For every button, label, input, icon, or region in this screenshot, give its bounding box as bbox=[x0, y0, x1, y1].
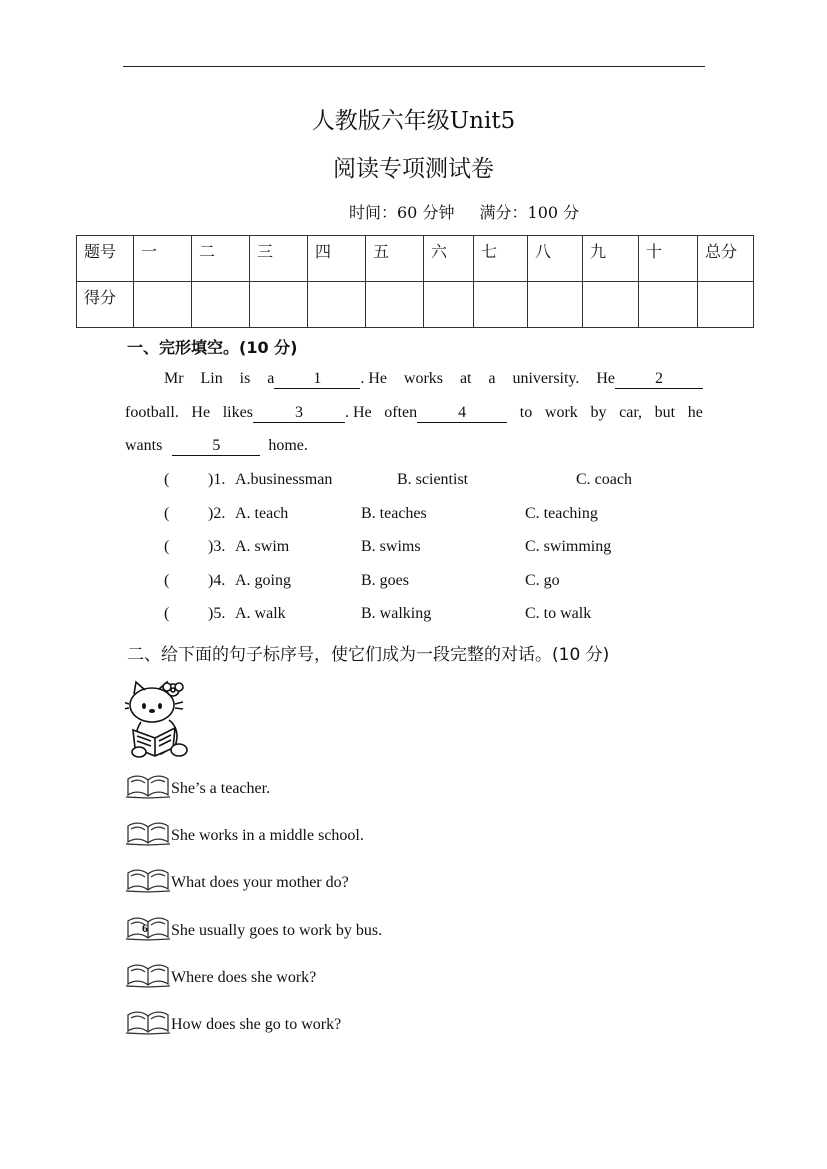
option-c: C. swimming bbox=[525, 538, 612, 555]
passage-line-1 bbox=[164, 370, 703, 389]
answer-paren[interactable]: ( bbox=[164, 538, 170, 555]
score-cell[interactable] bbox=[424, 282, 474, 328]
section2-heading: 二、给下面的句子标序号，使它们成为一段完整的对话。(10 分) bbox=[127, 645, 610, 665]
score-table-header: 十 bbox=[639, 236, 698, 282]
passage-word: a bbox=[488, 370, 496, 387]
dialog-sentence bbox=[126, 818, 364, 846]
blank-1[interactable]: 1 bbox=[274, 370, 360, 389]
passage-word: . He bbox=[344, 404, 372, 421]
passage-word: football. bbox=[125, 404, 179, 421]
answer-paren[interactable]: ( bbox=[164, 605, 170, 622]
passage-fragment bbox=[223, 404, 372, 423]
option-a: A. going bbox=[235, 572, 291, 589]
open-book-icon[interactable] bbox=[126, 773, 170, 799]
option-b: B. scientist bbox=[397, 471, 469, 488]
option-a: A. swim bbox=[235, 538, 290, 555]
passage-line-2 bbox=[125, 404, 703, 423]
question-number: )4. bbox=[208, 572, 226, 589]
option-a: A.businessman bbox=[235, 471, 333, 488]
answer-paren[interactable]: ( bbox=[164, 505, 170, 522]
passage-word: to bbox=[519, 404, 533, 421]
option-a: A. teach bbox=[235, 505, 289, 522]
question-number: )2. bbox=[208, 505, 226, 522]
passage-word: university. bbox=[512, 370, 580, 387]
score-table-header: 四 bbox=[308, 236, 366, 282]
score-cell[interactable] bbox=[474, 282, 528, 328]
passage-word: He bbox=[596, 370, 615, 387]
hello-kitty-illustration bbox=[125, 678, 189, 758]
passage-fragment bbox=[596, 370, 703, 389]
open-book-icon[interactable] bbox=[126, 1009, 170, 1035]
passage-line-3 bbox=[125, 437, 308, 456]
dialog-sentence bbox=[126, 865, 349, 893]
score-table-header: 三 bbox=[250, 236, 308, 282]
score-cell[interactable] bbox=[698, 282, 754, 328]
score-cell[interactable] bbox=[192, 282, 250, 328]
exam-full-score: 满分：100 分 bbox=[479, 203, 580, 222]
dialog-sentence-text: She’s a teacher. bbox=[171, 780, 271, 797]
dialog-sentence bbox=[126, 913, 382, 941]
exam-meta bbox=[349, 200, 579, 223]
option-b: B. swims bbox=[361, 538, 421, 555]
passage-word: he bbox=[687, 404, 703, 421]
open-book-icon[interactable] bbox=[126, 867, 170, 893]
score-table-header: 六 bbox=[424, 236, 474, 282]
option-a: A. walk bbox=[235, 605, 286, 622]
blank-5[interactable]: 5 bbox=[172, 437, 260, 456]
score-table-row-label: 得分 bbox=[77, 282, 134, 328]
passage-word: He bbox=[191, 404, 211, 421]
option-b: B. walking bbox=[361, 605, 432, 622]
dialog-sentence-text: She usually goes to work by bus. bbox=[171, 922, 383, 939]
question-number: )1. bbox=[208, 471, 226, 488]
dialog-sentence-text: How does she go to work? bbox=[171, 1016, 342, 1033]
dialog-sentence-text: She works in a middle school. bbox=[171, 827, 364, 844]
open-book-icon[interactable] bbox=[126, 962, 170, 988]
score-table-score-row bbox=[77, 282, 754, 328]
blank-4[interactable]: 4 bbox=[417, 404, 507, 423]
score-cell[interactable] bbox=[308, 282, 366, 328]
passage-word: home. bbox=[268, 437, 308, 454]
score-table bbox=[76, 235, 754, 328]
dialog-sentence bbox=[126, 1007, 341, 1035]
score-table-header: 二 bbox=[192, 236, 250, 282]
score-table-header: 七 bbox=[474, 236, 528, 282]
passage-word: by bbox=[590, 404, 607, 421]
answer-paren[interactable]: ( bbox=[164, 572, 170, 589]
score-table-header: 总分 bbox=[698, 236, 754, 282]
question-number: )3. bbox=[208, 538, 226, 555]
passage-fragment bbox=[384, 404, 507, 423]
passage-word: is bbox=[239, 370, 251, 387]
question-number: )5. bbox=[208, 605, 226, 622]
header-rule bbox=[123, 66, 705, 67]
score-cell[interactable] bbox=[639, 282, 698, 328]
passage-word: wants bbox=[125, 437, 163, 454]
blank-2[interactable]: 2 bbox=[615, 370, 703, 389]
option-c: C. coach bbox=[576, 471, 632, 488]
score-table-header-row bbox=[77, 236, 754, 282]
score-table-header: 五 bbox=[366, 236, 424, 282]
dialog-sentence bbox=[126, 960, 316, 988]
dialog-sentence bbox=[126, 771, 270, 799]
passage-word: but bbox=[654, 404, 676, 421]
blank-3[interactable]: 3 bbox=[253, 404, 345, 423]
option-c: C. go bbox=[525, 572, 560, 589]
score-table-header: 一 bbox=[134, 236, 192, 282]
open-book-icon[interactable] bbox=[126, 820, 170, 846]
score-cell[interactable] bbox=[528, 282, 583, 328]
passage-word: Mr bbox=[164, 370, 184, 387]
passage-word: a bbox=[267, 370, 275, 387]
score-cell[interactable] bbox=[250, 282, 308, 328]
passage-word: Lin bbox=[200, 370, 223, 387]
dialog-sentence-text: Where does she work? bbox=[171, 969, 317, 986]
passage-fragment bbox=[267, 370, 387, 389]
open-book-icon[interactable] bbox=[126, 915, 170, 941]
score-table-header: 九 bbox=[583, 236, 639, 282]
score-table-row-label: 题号 bbox=[77, 236, 134, 282]
option-c: C. to walk bbox=[525, 605, 592, 622]
score-table-header: 八 bbox=[528, 236, 583, 282]
score-cell[interactable] bbox=[583, 282, 639, 328]
passage-word: works bbox=[403, 370, 444, 387]
option-c: C. teaching bbox=[525, 505, 598, 522]
option-b: B. teaches bbox=[361, 505, 427, 522]
option-b: B. goes bbox=[361, 572, 409, 589]
page-title: 人教版六年级Unit5 bbox=[311, 108, 516, 134]
passage-word: car, bbox=[619, 404, 642, 421]
passage-word: often bbox=[384, 404, 418, 421]
sequence-number: 6 bbox=[142, 921, 148, 935]
passage-word: . He bbox=[360, 370, 387, 387]
answer-paren[interactable]: ( bbox=[164, 471, 170, 488]
passage-word: likes bbox=[222, 404, 253, 421]
page-subtitle: 阅读专项测试卷 bbox=[333, 156, 494, 182]
exam-time: 时间：60 分钟 bbox=[349, 203, 455, 222]
dialog-sentence-text: What does your mother do? bbox=[171, 874, 349, 891]
section1-heading: 一、完形填空。(10 分) bbox=[127, 338, 298, 357]
score-cell[interactable] bbox=[366, 282, 424, 328]
passage-word: work bbox=[544, 404, 578, 421]
score-cell[interactable] bbox=[134, 282, 192, 328]
passage-word: at bbox=[459, 370, 472, 387]
